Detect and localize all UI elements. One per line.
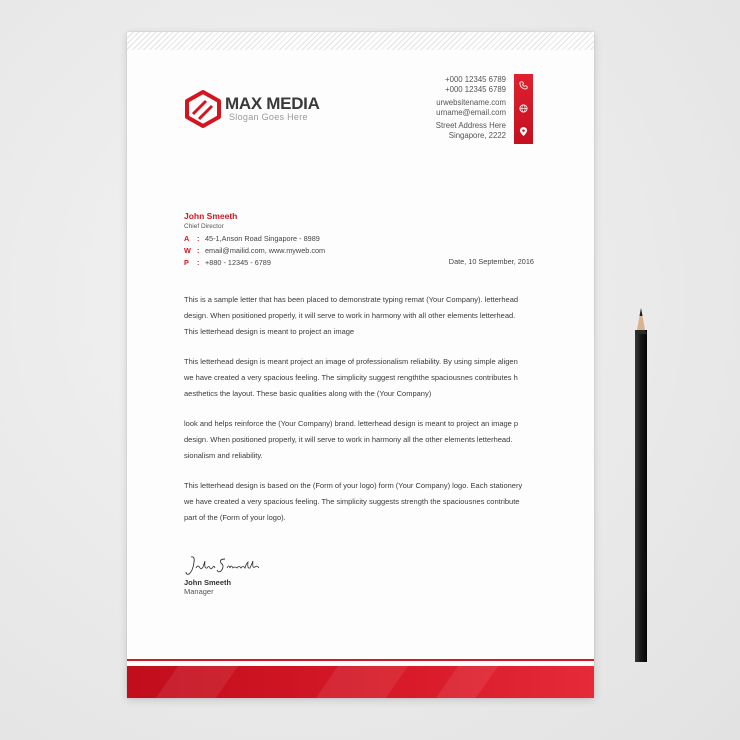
footer-stripe <box>436 666 498 698</box>
body-line: This letterhead design is meant to project an image <box>184 327 355 336</box>
recipient-web-row <box>184 246 325 255</box>
detail-key: W <box>184 246 191 255</box>
contact-icon-bar <box>514 74 533 144</box>
footer-band <box>127 666 594 698</box>
body-paragraph <box>184 292 537 340</box>
footer-stripe <box>316 666 408 698</box>
max-media-logo-icon <box>184 90 222 128</box>
contact-address-line-2: Singapore, 2222 <box>448 131 506 140</box>
footer-stripe <box>156 666 238 698</box>
body-paragraph <box>184 416 537 464</box>
handwritten-signature <box>183 553 273 579</box>
body-line: design. When positioned properly, it will serve to work in harmony all the other elements letterhead. <box>184 435 513 444</box>
detail-value: +880 - 12345 - 6789 <box>205 258 271 267</box>
body-line: we have created a very spacious feeling. The simplicity suggest rengththe spaciousnes contributes h <box>184 373 518 382</box>
contact-phone-1: +000 12345 6789 <box>445 75 506 84</box>
signatory-role: Manager <box>184 587 214 596</box>
body-line: part of the (Form of your logo). <box>184 513 286 522</box>
location-pin-icon <box>514 120 533 143</box>
body-line: This letterhead design is based on the (Form of your logo) form (Your Company) logo. Each stationery <box>184 481 523 490</box>
contact-phones <box>445 75 506 95</box>
recipient-phone-row <box>184 258 271 267</box>
body-line: look and helps reinforce the (Your Company) brand. letterhead design is meant to project an image p <box>184 419 519 428</box>
body-line: This is a sample letter that has been placed to demonstrate typing remat (Your Company). letterhead <box>184 295 519 304</box>
detail-colon: : <box>197 246 200 255</box>
brand-slogan: Slogan Goes Here <box>229 112 308 122</box>
signatory-name: John Smeeth <box>184 578 232 587</box>
phone-icon <box>514 74 533 97</box>
contact-web <box>436 98 506 118</box>
detail-value: 45-1,Anson Road Singapore - 8989 <box>205 234 320 243</box>
contact-phone-2: +000 12345 6789 <box>445 85 506 94</box>
globe-icon <box>514 97 533 120</box>
body-line: sionalism and reliability. <box>184 451 263 460</box>
footer-rule <box>127 659 594 661</box>
recipient-address-row <box>184 234 320 243</box>
letterhead-paper <box>127 32 594 698</box>
top-hatch-pattern <box>127 32 594 50</box>
body-line: aesthetics the layout. These basic qualities along with the (Your Company) <box>184 389 432 398</box>
recipient-name: John Smeeth <box>184 211 238 221</box>
contact-email: urname@email.com <box>436 108 506 117</box>
body-paragraph <box>184 478 537 526</box>
contact-website: urwebsitename.com <box>436 98 506 107</box>
brand-name: MAX MEDIA <box>225 94 320 113</box>
detail-key: A <box>184 234 190 243</box>
detail-key: P <box>184 258 189 267</box>
body-line: we have created a very spacious feeling. The simplicity suggests strength the spaciousnes contribute <box>184 497 520 506</box>
letter-date: Date, 10 September, 2016 <box>448 257 534 266</box>
body-paragraph <box>184 354 537 402</box>
body-line: design. When positioned properly, it will serve to work in harmony with all other elements letterhead. <box>184 311 516 320</box>
contact-address <box>436 121 506 141</box>
detail-value: email@mailid.com, www.myweb.com <box>205 246 326 255</box>
pencil-image <box>630 308 652 664</box>
body-line: This letterhead design is meant project an image of professionalism reliability. By using simple aligen <box>184 357 518 366</box>
detail-colon: : <box>197 234 200 243</box>
contact-address-line-1: Street Address Here <box>435 121 506 130</box>
recipient-title: Chief Director <box>184 223 224 230</box>
detail-colon: : <box>197 258 200 267</box>
